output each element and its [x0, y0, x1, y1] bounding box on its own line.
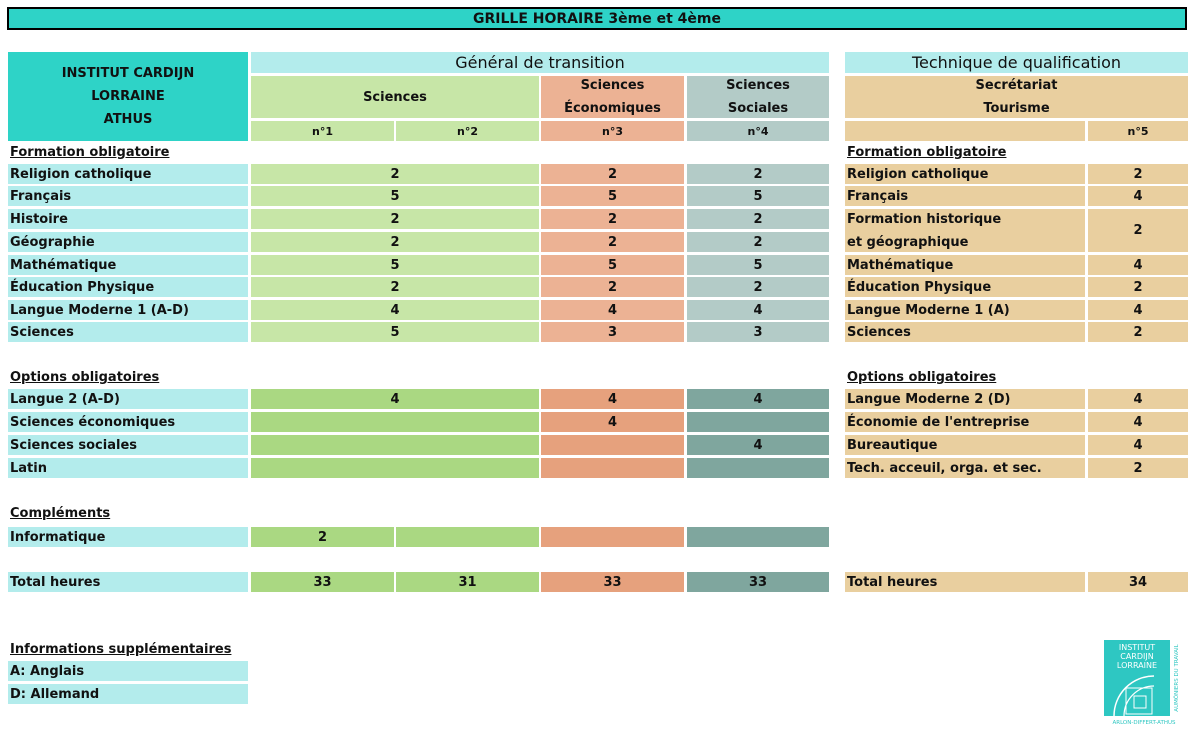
total-n1: 33 — [251, 572, 394, 592]
eco-value: 5 — [541, 186, 684, 206]
soc-value: 3 — [687, 322, 829, 342]
sciences-value: 5 — [251, 255, 539, 275]
tq-value: 2 — [1088, 164, 1188, 184]
option-name: Latin — [8, 458, 248, 478]
formation-heading: Formation obligatoire — [10, 145, 170, 160]
tq-formation-heading: Formation obligatoire — [847, 145, 1007, 160]
info-allemand: D: Allemand — [8, 684, 248, 704]
complement-n3 — [541, 527, 684, 547]
tq-value: 2 — [1088, 322, 1188, 342]
tq-value: 4 — [1088, 255, 1188, 275]
eco-option-value — [541, 435, 684, 455]
school-name — [8, 52, 248, 141]
soc-option-value — [687, 458, 829, 478]
sciences-value: 5 — [251, 322, 539, 342]
tq-subject-name-line-2: et géographique — [847, 234, 969, 250]
eco-value: 3 — [541, 322, 684, 342]
soc-value: 2 — [687, 164, 829, 184]
logo-line-3: LORRAINE — [1116, 661, 1158, 670]
info-heading: Informations supplémentaires — [10, 642, 232, 657]
soc-value: 2 — [687, 232, 829, 252]
eco-header-line-2: Économiques — [564, 101, 661, 116]
sciences-option-value — [251, 435, 539, 455]
sciences-option-value: 4 — [251, 389, 539, 409]
sciences-value: 4 — [251, 300, 539, 320]
complement-n1: 2 — [251, 527, 394, 547]
soc-header-line-1: Sciences — [726, 78, 790, 93]
total-n4: 33 — [687, 572, 829, 592]
subject-name: Histoire — [8, 209, 248, 229]
tq-option-name: Bureautique — [845, 435, 1085, 455]
page-title: GRILLE HORAIRE 3ème et 4ème — [7, 7, 1187, 30]
secretariat-header-line-1: Secrétariat — [975, 78, 1058, 93]
sciences-value: 2 — [251, 232, 539, 252]
col-n4: n°4 — [687, 121, 829, 141]
tq-value: 2 — [1088, 209, 1188, 252]
total-label: Total heures — [8, 572, 248, 592]
total-n2: 31 — [396, 572, 539, 592]
school-name-line-1: INSTITUT CARDIJN — [61, 66, 195, 81]
col-n5: n°5 — [1088, 121, 1188, 141]
tq-subject-name — [845, 209, 1085, 252]
option-name: Sciences sociales — [8, 435, 248, 455]
school-logo — [1104, 640, 1184, 726]
tq-subject-name: Religion catholique — [845, 164, 1085, 184]
logo-line-2: CARDIJN — [1120, 652, 1154, 661]
eco-header-line-1: Sciences — [580, 78, 645, 93]
school-name-line-3: ATHUS — [103, 112, 153, 127]
soc-header — [687, 76, 829, 118]
tq-option-value: 4 — [1088, 435, 1188, 455]
complements-heading: Compléments — [10, 506, 111, 521]
tq-label-blank — [845, 121, 1085, 141]
tq-value: 4 — [1088, 300, 1188, 320]
technique-header: Technique de qualification — [845, 52, 1188, 73]
sciences-value: 2 — [251, 209, 539, 229]
sciences-value: 5 — [251, 186, 539, 206]
option-name: Sciences économiques — [8, 412, 248, 432]
tq-option-name: Économie de l'entreprise — [845, 412, 1085, 432]
subject-name: Langue Moderne 1 (A-D) — [8, 300, 248, 320]
col-n1: n°1 — [251, 121, 394, 141]
soc-value: 4 — [687, 300, 829, 320]
tq-value: 2 — [1088, 277, 1188, 297]
subject-name: Sciences — [8, 322, 248, 342]
tq-option-value: 2 — [1088, 458, 1188, 478]
eco-header — [541, 76, 684, 118]
general-header: Général de transition — [251, 52, 829, 73]
eco-option-value: 4 — [541, 389, 684, 409]
soc-value: 2 — [687, 277, 829, 297]
tq-option-name: Langue Moderne 2 (D) — [845, 389, 1085, 409]
tq-option-value: 4 — [1088, 389, 1188, 409]
tq-value: 4 — [1088, 186, 1188, 206]
total-n3: 33 — [541, 572, 684, 592]
sciences-option-value — [251, 412, 539, 432]
logo-side: AUMÔNIERS DU TRAVAIL — [1174, 644, 1180, 712]
sciences-value: 2 — [251, 277, 539, 297]
eco-value: 2 — [541, 164, 684, 184]
school-name-line-2: LORRAINE — [91, 89, 165, 104]
col-n2: n°2 — [396, 121, 539, 141]
tq-subject-name-line-1: Formation historique — [847, 211, 1002, 227]
subject-name: Religion catholique — [8, 164, 248, 184]
tq-option-value: 4 — [1088, 412, 1188, 432]
complement-n2 — [396, 527, 539, 547]
subject-name: Mathématique — [8, 255, 248, 275]
secretariat-header — [845, 76, 1188, 118]
tq-options-heading: Options obligatoires — [847, 370, 997, 385]
soc-value: 2 — [687, 209, 829, 229]
sciences-value: 2 — [251, 164, 539, 184]
tq-subject-name: Langue Moderne 1 (A) — [845, 300, 1085, 320]
tq-subject-name: Français — [845, 186, 1085, 206]
info-anglais: A: Anglais — [8, 661, 248, 681]
eco-value: 4 — [541, 300, 684, 320]
eco-value: 2 — [541, 209, 684, 229]
complement-n4 — [687, 527, 829, 547]
eco-option-value — [541, 458, 684, 478]
soc-option-value — [687, 412, 829, 432]
col-n3: n°3 — [541, 121, 684, 141]
soc-value: 5 — [687, 186, 829, 206]
tq-option-name: Tech. acceuil, orga. et sec. — [845, 458, 1085, 478]
soc-value: 5 — [687, 255, 829, 275]
soc-header-line-2: Sociales — [727, 101, 789, 116]
sciences-option-value — [251, 458, 539, 478]
complement-name: Informatique — [8, 527, 248, 547]
tq-subject-name: Sciences — [845, 322, 1085, 342]
sciences-header: Sciences — [251, 76, 539, 118]
logo-bottom: ARLON-DIFFERT-ATHUS — [1112, 720, 1176, 726]
eco-value: 2 — [541, 277, 684, 297]
eco-value: 2 — [541, 232, 684, 252]
eco-value: 5 — [541, 255, 684, 275]
soc-option-value: 4 — [687, 435, 829, 455]
subject-name: Géographie — [8, 232, 248, 252]
eco-option-value: 4 — [541, 412, 684, 432]
logo-line-1: INSTITUT — [1118, 643, 1156, 652]
option-name: Langue 2 (A-D) — [8, 389, 248, 409]
tq-subject-name: Mathématique — [845, 255, 1085, 275]
soc-option-value: 4 — [687, 389, 829, 409]
subject-name: Éducation Physique — [8, 277, 248, 297]
tq-subject-name: Éducation Physique — [845, 277, 1085, 297]
tq-total-label: Total heures — [845, 572, 1085, 592]
subject-name: Français — [8, 186, 248, 206]
secretariat-header-line-2: Tourisme — [983, 101, 1050, 116]
total-n5: 34 — [1088, 572, 1188, 592]
options-heading: Options obligatoires — [10, 370, 160, 385]
